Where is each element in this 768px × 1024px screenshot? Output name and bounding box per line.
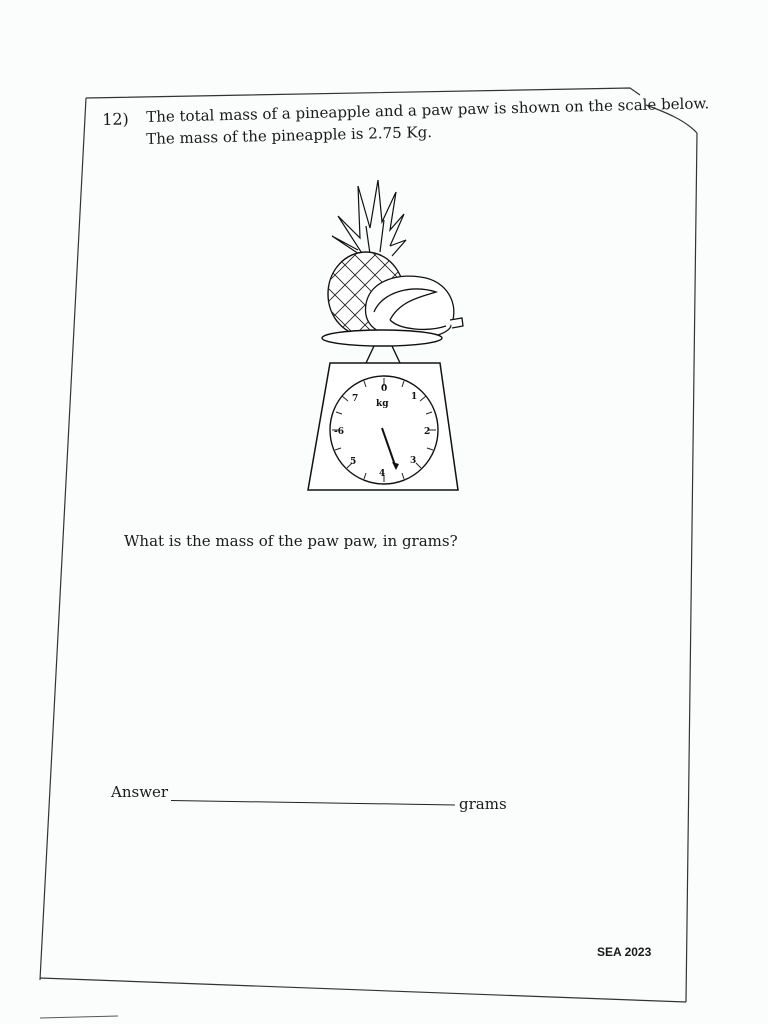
scale-illustration (300, 180, 470, 500)
question-text-line-1: The total mass of a pineapple and a paw paw is shown on the scale below. (146, 94, 710, 126)
exam-code: SEA 2023 (597, 945, 652, 959)
dial-label-5: 5 (350, 457, 357, 467)
scale-dial (330, 376, 438, 484)
dial-label-2: 2 (424, 427, 431, 437)
dial-unit: kg (376, 399, 389, 409)
question-prompt: What is the mass of the paw paw, in grams? (124, 532, 458, 550)
pawpaw-icon (366, 276, 463, 338)
dial-label-3: 3 (410, 456, 417, 466)
pineapple-crown (332, 180, 406, 258)
question-text-line-2: The mass of the pineapple is 2.75 Kg. (146, 123, 433, 148)
dial-label-4: 4 (379, 469, 386, 479)
answer-label: Answer (111, 783, 169, 801)
dial-label-1: 1 (411, 392, 418, 402)
answer-unit: grams (459, 795, 507, 813)
question-number: 12) (102, 109, 130, 129)
dial-label-neg6: -6 (334, 427, 344, 437)
dial-label-0: 0 (381, 384, 388, 394)
scale-tray (322, 330, 442, 346)
dial-label-7: 7 (352, 394, 359, 404)
